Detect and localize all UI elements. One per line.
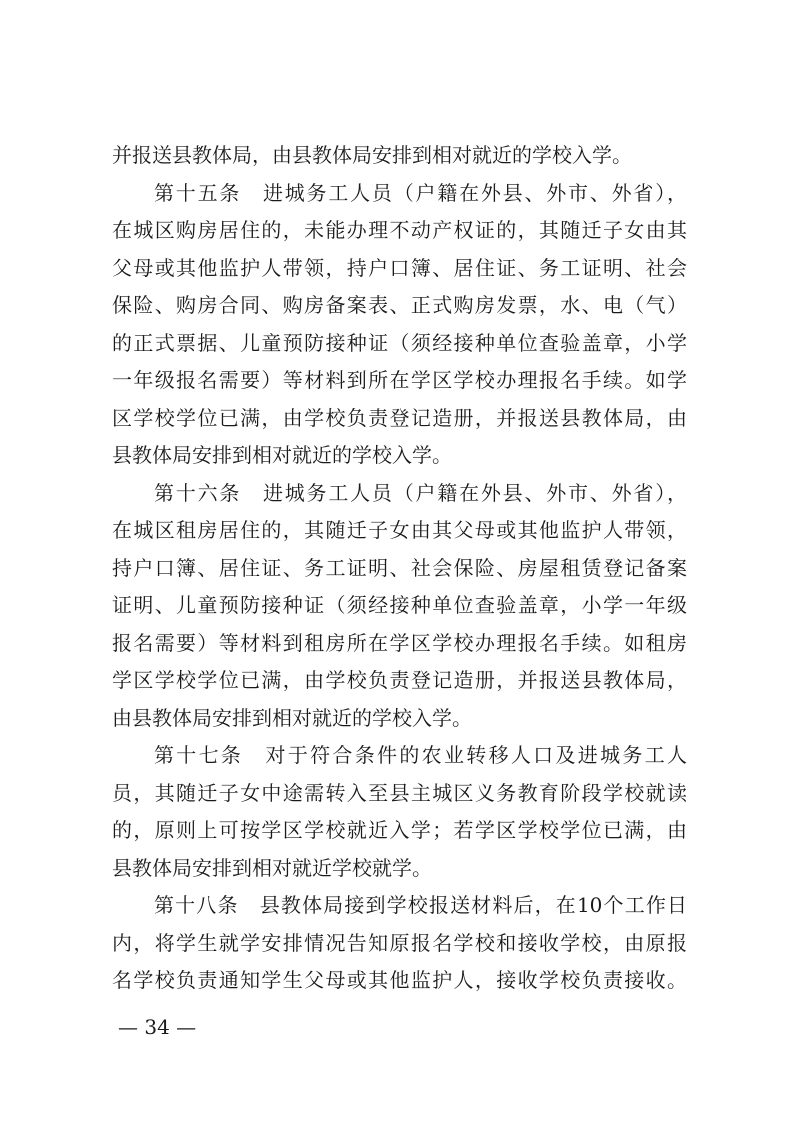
document-body (112, 137, 687, 1000)
paragraph-continuation (112, 137, 687, 175)
text-line: 并报送县教体局，由县教体局安排到相对就近的学校入学。 (112, 143, 632, 167)
text-line: 报名需要）等材料到租房所在学区学校办理报名手续。如租房 (112, 630, 687, 655)
text-line: 区学校学位已满，由学校负责登记造册，并报送县教体局，由 (112, 405, 687, 430)
text-line: 第十五条 进城务工人员（户籍在外县、外市、外省）， (154, 180, 687, 205)
text-line: 名学校负责通知学生父母或其他监护人，接收学校负责接收。 (112, 968, 687, 992)
text-line: 由县教体局安排到相对就近的学校入学。 (112, 705, 472, 730)
text-line: 在城区租房居住的，其随迁子女由其父母或其他监护人带领， (112, 518, 687, 542)
text-line: 保险、购房合同、购房备案表、正式购房发票，水、电（气） (112, 293, 687, 317)
paragraph-article-16 (112, 475, 687, 738)
text-line: 县教体局安排到相对就近的学校入学。 (112, 443, 452, 467)
text-line: 员，其随迁子女中途需转入至县主城区义务教育阶段学校就读 (112, 780, 687, 805)
paragraph-article-15 (112, 175, 687, 475)
text-line: 证明、儿童预防接种证（须经接种单位查验盖章，小学一年级 (112, 593, 687, 617)
text-line: 在城区购房居住的，未能办理不动产权证的，其随迁子女由其 (112, 218, 687, 242)
text-line: 父母或其他监护人带领，持户口簿、居住证、务工证明、社会 (112, 255, 687, 280)
paragraph-article-18 (112, 887, 687, 1000)
text-line: 第十八条 县教体局接到学校报送材料后，在10个工作日 (154, 893, 687, 917)
text-line: 的，原则上可按学区学校就近入学；若学区学校学位已满，由 (112, 818, 687, 842)
page-number: — 34 — (118, 1015, 197, 1039)
text-line: 的正式票据、儿童预防接种证（须经接种单位查验盖章，小学 (112, 330, 687, 355)
text-line: 学区学校学位已满，由学校负责登记造册，并报送县教体局， (112, 668, 687, 692)
text-line: 内，将学生就学安排情况告知原报名学校和接收学校，由原报 (112, 930, 687, 955)
text-line: 县教体局安排到相对就近学校就学。 (112, 855, 432, 880)
text-line: 一年级报名需要）等材料到所在学区学校办理报名手续。如学 (112, 368, 687, 392)
text-line: 持户口簿、居住证、务工证明、社会保险、房屋租赁登记备案 (112, 555, 687, 580)
paragraph-article-17 (112, 737, 687, 887)
text-line: 第十七条 对于符合条件的农业转移人口及进城务工人 (154, 743, 687, 767)
text-line: 第十六条 进城务工人员（户籍在外县、外市、外省）， (154, 480, 687, 505)
